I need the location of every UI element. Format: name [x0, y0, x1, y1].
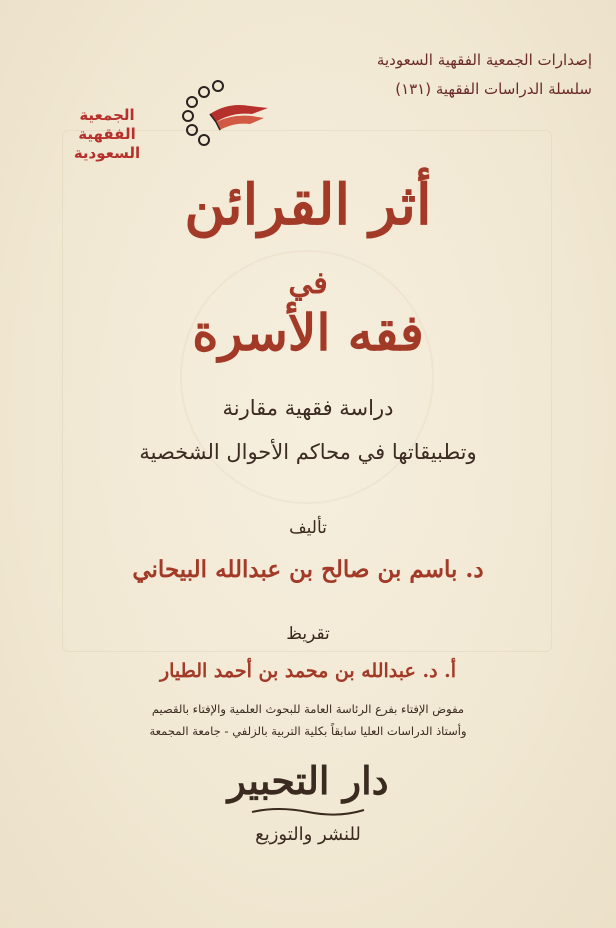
- series-info: [352, 46, 592, 103]
- book-subtitle-line-2: وتطبيقاتها في محاكم الأحوال الشخصية: [139, 440, 477, 464]
- logo-text-line-1: الجمعية: [79, 106, 135, 124]
- introduction-author-title-2: وأستاذ الدراسات العليا سابقاً بكلية التربية بالزلفي - جامعة المجمعة: [149, 724, 467, 738]
- logo-text-line-2: الفقهية: [78, 124, 136, 143]
- logo-text: [62, 106, 152, 162]
- publisher-logo: [0, 760, 616, 845]
- publisher-subtitle: للنشر والتوزيع: [255, 823, 361, 845]
- series-publisher-line: إصدارات الجمعية الفقهية السعودية: [376, 51, 592, 69]
- series-number-line: سلسلة الدراسات الفقهية (١٣١): [395, 79, 592, 98]
- introduction-author-title-1: مفوض الإفتاء بفرع الرئاسة العامة للبحوث العلمية والإفتاء بالقصيم: [151, 702, 465, 716]
- introduction-label: تقريظ: [286, 624, 330, 644]
- author-name: د. باسم بن صالح بن عبدالله البيحاني: [132, 556, 484, 583]
- society-logo: [40, 38, 280, 162]
- logo-text-line-3: السعودية: [73, 143, 141, 162]
- book-title-line-2: في: [288, 266, 328, 301]
- book-emblem-icon: [180, 78, 272, 152]
- author-label: تأليف: [289, 518, 327, 538]
- book-title-line-3: فقه الأسرة: [192, 303, 424, 362]
- book-title-line-1: أثر القرائن: [184, 172, 432, 238]
- introduction-author-name: أ. د. عبدالله بن محمد بن أحمد الطيار: [159, 660, 457, 682]
- publisher-name: دار التحبير: [227, 758, 389, 803]
- book-subtitle-line-1: دراسة فقهية مقارنة: [222, 396, 394, 420]
- flourish-icon: [248, 804, 368, 818]
